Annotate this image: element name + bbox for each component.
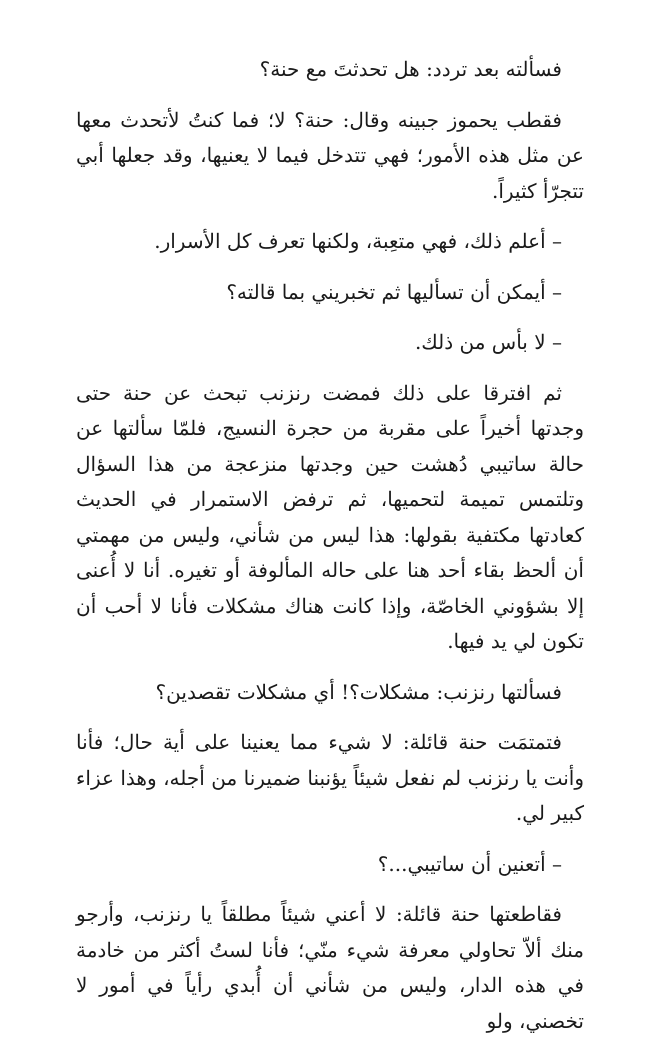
paragraph: فتمتمَت حنة قائلة: لا شيء مما يعنينا على أية حال؛ فأنا وأنت يا رنزنب لم نفعل شيئاً يؤنبنا ضميرنا من أجله، وهذا عزاء كبير لي. <box>76 730 585 825</box>
dialogue-line: – أتعنين أن ساتيبي...؟ <box>377 851 562 876</box>
paragraph: فسألته بعد تردد: هل تحدثتَ مع حنة؟ <box>259 57 562 81</box>
paragraph: ثم افترقا على ذلك فمضت رنزنب تبحث عن حنة حتى وجدتها أخيراً على مقربة من حجرة النسيج، فلمّا سألتها عن حالة ساتيبي دُهشت حين وجدتها منزعجة من هذا السؤال وتلتمس تميمة لتحميها، ثم ترفض الاستمرار في الحديث كعادتها مكتفية بقولها: هذا ليس من شأني، وليس من مهمتي أن ألحظ بقاء أحد هنا على حاله المألوفة أو تغيره. أنا لا أُعنى إلا بشؤوني الخاصّة، وإذا كانت هناك مشكلات فأنا لا أحب أن تكون لي يد فيها. <box>76 380 584 653</box>
dialogue-line: – لا بأس من ذلك. <box>414 330 562 354</box>
paragraph: فقطب يحموز جبينه وقال: حنة؟ لا؛ فما كنتُ لأتحدث معها عن مثل هذه الأمور؛ فهي تتدخل فيما لا يعنيها، وقد جعلها أبي تتجرّأ كثيراً. <box>76 107 584 203</box>
paragraph: فسألتها رنزنب: مشكلات؟! أي مشكلات تقصدين؟ <box>155 679 562 704</box>
dialogue-line: – أعلم ذلك، فهي متعِبة، ولكنها تعرف كل الأسرار. <box>154 229 562 253</box>
paragraph: فقاطعتها حنة قائلة: لا أعني شيئاً مطلقاً يا رنزنب، وأرجو منك ألاّ تحاولي معرفة شيء منّي؛ فأنا لستُ أكثر من خادمة في هذه الدار، وليس من شأني أن أُبدي رأياً في أمور لا تخصني، ولو <box>76 902 584 1033</box>
book-page-text <box>76 52 584 1054</box>
dialogue-line: – أيمكن أن تسأليها ثم تخبريني بما قالته؟ <box>226 279 562 304</box>
